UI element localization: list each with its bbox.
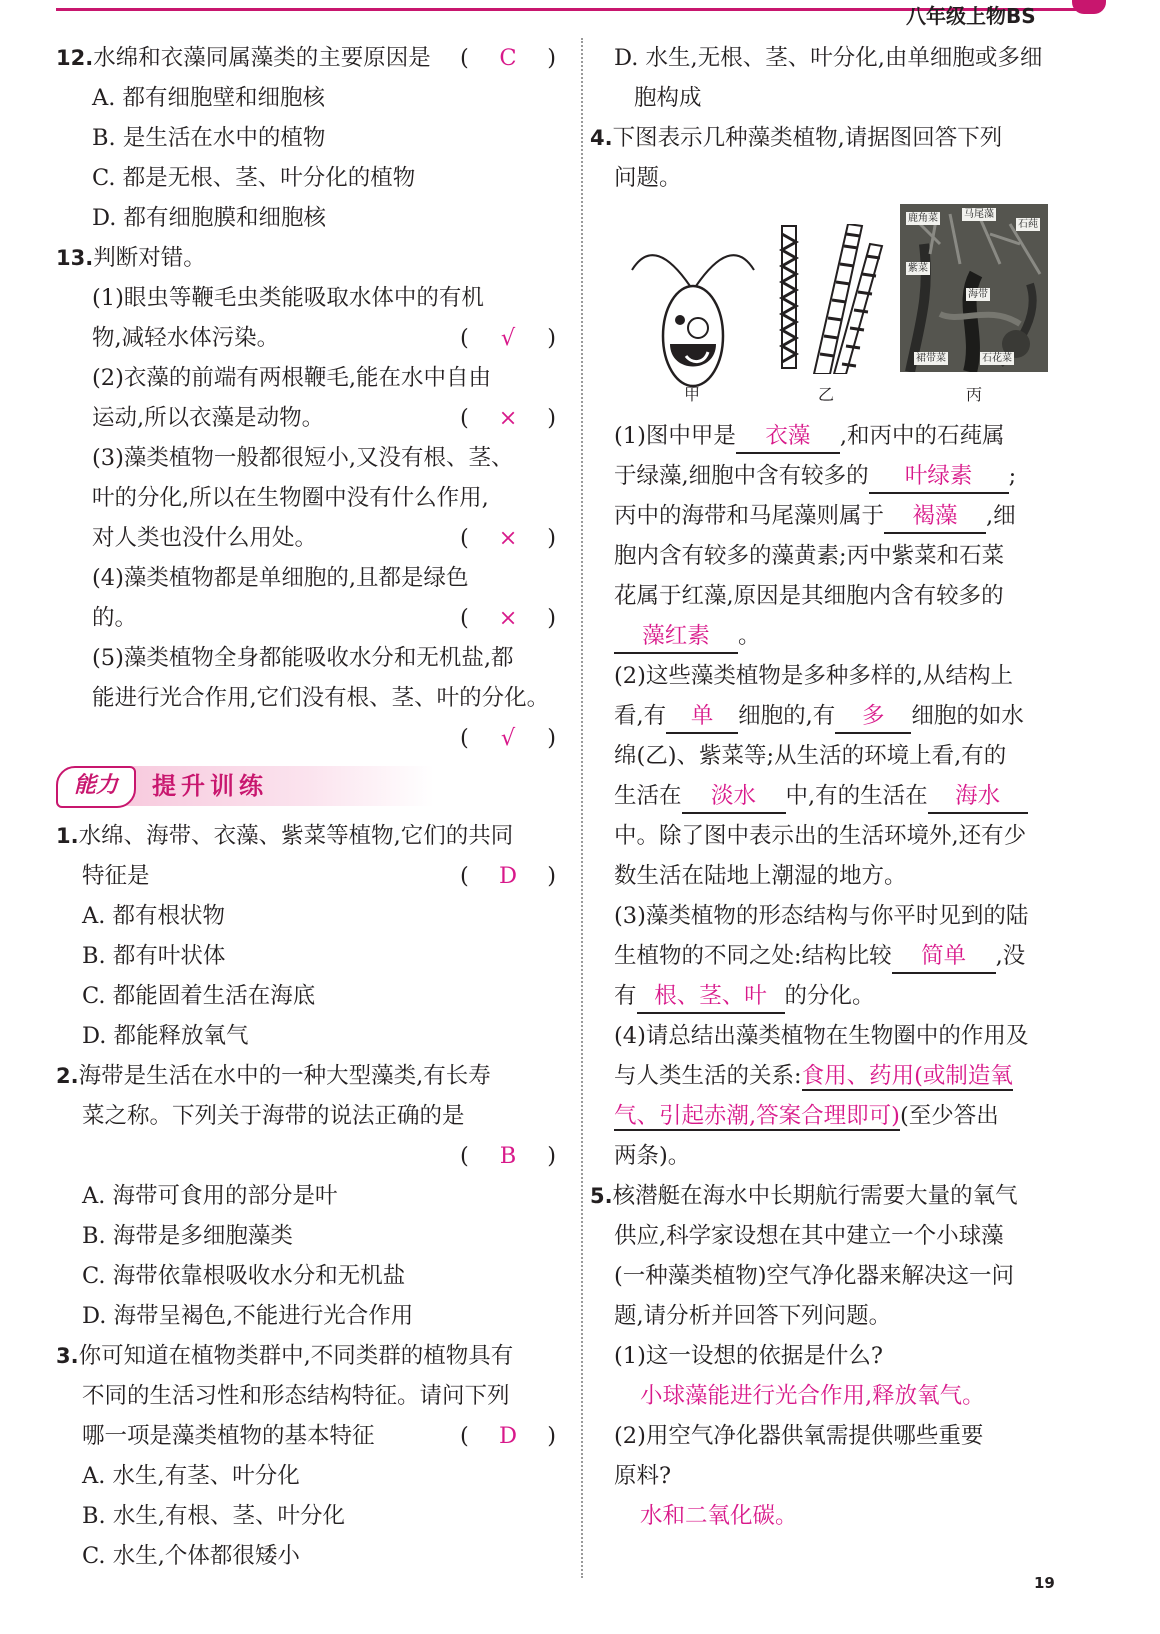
question-5-stem: 5.核潜艇在海水中长期航行需要大量的氧气 (590, 1183, 1018, 1209)
seaweed-photo (900, 204, 1048, 372)
fill-blank: 褐藻 (884, 500, 986, 534)
judge-line: 物,减轻水体污染。 ( √ ) (92, 325, 556, 351)
fill-blank: 单 (666, 700, 738, 734)
q4-part1-line: 胞内含有较多的藻黄素;丙中紫菜和石菜 (614, 543, 1005, 569)
header-logo-mark (1072, 0, 1106, 14)
judge-line: 能进行光合作用,它们没有根、茎、叶的分化。 (92, 685, 550, 711)
chlamydomonas-illustration (628, 224, 758, 396)
judge-line: ( √ ) (460, 725, 556, 751)
judge-line: (4)藻类植物都是单细胞的,且都是绿色 (92, 565, 469, 591)
section-badge: 能力 (56, 766, 136, 808)
option: D. 海带呈褐色,不能进行光合作用 (82, 1303, 414, 1329)
question-2-stem: 2.海带是生活在水中的一种大型藻类,有长寿 (56, 1063, 491, 1089)
question-1-stem-cont: 特征是 ( D ) (82, 863, 556, 889)
q4-part4-line: (4)请总结出藻类植物在生物圈中的作用及 (614, 1023, 1029, 1049)
q4-part1-line: 藻红素 。 (614, 616, 1112, 656)
fill-blank: 藻红素 (614, 620, 738, 654)
algae-figure (614, 204, 1112, 416)
figure-label: 乙 (818, 385, 835, 404)
question-3-stem-cont: 哪一项是藻类植物的基本特征 ( D ) (82, 1423, 556, 1449)
option: C. 水生,个体都很矮小 (82, 1543, 300, 1569)
question-4-stem-cont: 问题。 (614, 165, 682, 191)
fill-blank: 淡水 (682, 780, 786, 814)
q5-answer: 水和二氧化碳。 (640, 1503, 798, 1529)
question-2-answer-line: ( B ) (460, 1143, 556, 1169)
option: B. 都有叶状体 (82, 943, 226, 969)
section-title: 提升训练 (152, 772, 268, 800)
option: B. 海带是多细胞藻类 (82, 1223, 293, 1249)
q4-part3-line: 有 根、茎、叶 的分化。 (614, 976, 1112, 1016)
q4-part2-line: (2)这些藻类植物是多种多样的,从结构上 (614, 663, 1014, 689)
photo-tag: 裙带菜 (916, 353, 946, 364)
photo-tag: 紫菜 (908, 263, 928, 274)
judge-line: (2)衣藻的前端有两根鞭毛,能在水中自由 (92, 365, 492, 391)
option: C. 都是无根、茎、叶分化的植物 (92, 165, 416, 191)
column-divider (581, 38, 583, 1578)
q4-part1-line: (1)图中甲是 衣藻 ,和丙中的石莼属 (614, 416, 1112, 456)
option: B. 水生,有根、茎、叶分化 (82, 1503, 345, 1529)
question-5-stem-cont: 供应,科学家设想在其中建立一个小球藻 (614, 1223, 1004, 1249)
judge-line: 的。 ( × ) (92, 605, 556, 631)
q4-part2-line: 绵(乙)、紫菜等;从生活的环境上看,有的 (614, 743, 1007, 769)
figure-label: 丙 (966, 385, 983, 404)
option: C. 海带依靠根吸收水分和无机盐 (82, 1263, 406, 1289)
photo-tag: 石莼 (1018, 219, 1038, 230)
q5-sub-question: (1)这一设想的依据是什么? (614, 1343, 883, 1369)
q4-part2-line: 生活在 淡水 中,有的生活在 海水 (614, 776, 1112, 816)
question-1-stem: 1.水绵、海带、衣藻、紫菜等植物,它们的共同 (56, 823, 514, 849)
header-title: 八年级上物BS (906, 4, 1036, 28)
judge-line: 运动,所以衣藻是动物。 ( × ) (92, 405, 556, 431)
fill-blank: 多 (835, 700, 911, 734)
spirogyra-illustration (774, 224, 884, 374)
judge-line: 对人类也没什么用处。 ( × ) (92, 525, 556, 551)
option: D. 水生,无根、茎、叶分化,由单细胞或多细 (614, 45, 1043, 71)
judge-line: (3)藻类植物一般都很短小,又没有根、茎、 (92, 445, 514, 471)
fill-blank: 根、茎、叶 (637, 980, 785, 1014)
photo-tag: 鹿角菜 (908, 213, 938, 224)
option: A. 水生,有茎、叶分化 (82, 1463, 300, 1489)
answer-1: D (498, 863, 518, 889)
question-13-stem: 13.判断对错。 (56, 245, 206, 271)
q4-part1-line: 丙中的海带和马尾藻则属于 褐藻 ,细 (614, 496, 1112, 536)
option: A. 都有细胞壁和细胞核 (92, 85, 326, 111)
q4-part4-line: 两条)。 (614, 1143, 691, 1169)
judge-mark: × (498, 605, 518, 631)
judge-line: (5)藻类植物全身都能吸收水分和无机盐,都 (92, 645, 514, 671)
q4-part4-line: 与人类生活的关系:食用、药用(或制造氧 (614, 1063, 1013, 1089)
right-column (590, 38, 1112, 1536)
judge-mark: × (498, 525, 518, 551)
answer-q12: C (499, 45, 517, 71)
q4-part1-line: 于绿藻,细胞中含有较多的 叶绿素 ; (614, 456, 1112, 496)
q4-part2-line: 中。除了图中表示出的生活环境外,还有少 (614, 823, 1027, 849)
fill-blank: 简单 (892, 940, 996, 974)
judge-mark: × (498, 405, 518, 431)
fill-blank: 叶绿素 (869, 460, 1009, 494)
q5-answer: 小球藻能进行光合作用,释放氧气。 (640, 1383, 985, 1409)
question-4-stem: 4.下图表示几种藻类植物,请据图回答下列 (590, 125, 1003, 151)
q4-part1-line: 花属于红藻,原因是其细胞内含有较多的 (614, 583, 1004, 609)
q4-part3-line: (3)藻类植物的形态结构与你平时见到的陆 (614, 903, 1029, 929)
q4-part3-line: 生植物的不同之处:结构比较 简单 ,没 (614, 936, 1112, 976)
option: B. 是生活在水中的植物 (92, 125, 326, 151)
question-3-stem: 3.你可知道在植物类群中,不同类群的植物具有 (56, 1343, 514, 1369)
judge-mark: √ (500, 725, 516, 751)
question-5-stem-cont: 题,请分析并回答下列问题。 (614, 1303, 892, 1329)
q4-part2-line: 看,有 单 细胞的,有 多 细胞的如水 (614, 696, 1112, 736)
q5-sub-question: (2)用空气净化器供氧需提供哪些重要 (614, 1423, 984, 1449)
judge-mark: √ (500, 325, 516, 351)
option: A. 都有根状物 (82, 903, 226, 929)
page-number: 19 (1034, 1574, 1055, 1592)
fill-blank: 海水 (928, 780, 1028, 814)
option: C. 都能固着生活在海底 (82, 983, 316, 1009)
option: A. 海带可食用的部分是叶 (82, 1183, 338, 1209)
question-2-stem-cont: 菜之称。下列关于海带的说法正确的是 (82, 1103, 465, 1129)
photo-tag: 石花菜 (982, 353, 1012, 364)
option: D. 都有细胞膜和细胞核 (92, 205, 327, 231)
fill-blank: 衣藻 (736, 420, 840, 454)
answer-underlined: 气、引起赤潮,答案合理即可) (614, 1103, 900, 1129)
answer-3: D (498, 1423, 518, 1449)
option: D. 都能释放氧气 (82, 1023, 249, 1049)
q5-sub-question: 原料? (614, 1463, 672, 1489)
q4-part2-line: 数生活在陆地上潮湿的地方。 (614, 863, 907, 889)
section-header (56, 762, 556, 810)
figure-label: 甲 (684, 385, 701, 404)
photo-tag: 马尾藻 (964, 209, 994, 220)
answer-2: B (499, 1143, 517, 1169)
judge-line: (1)眼虫等鞭毛虫类能吸取水体中的有机 (92, 285, 484, 311)
q4-part4-line: 气、引起赤潮,答案合理即可)(至少答出 (614, 1103, 999, 1129)
question-12-stem: 12.水绵和衣藻同属藻类的主要原因是 ( C ) (56, 45, 556, 71)
question-5-stem-cont: (一种藻类植物)空气净化器来解决这一问 (614, 1263, 1015, 1289)
answer-underlined: 食用、药用(或制造氧 (801, 1063, 1013, 1089)
judge-line: 叶的分化,所以在生物圈中没有什么作用, (92, 485, 489, 511)
photo-tag: 海带 (968, 289, 988, 300)
left-column (56, 38, 556, 1576)
question-3-stem-cont: 不同的生活习性和形态结构特征。请问下列 (82, 1383, 510, 1409)
option-cont: 胞构成 (634, 85, 702, 111)
